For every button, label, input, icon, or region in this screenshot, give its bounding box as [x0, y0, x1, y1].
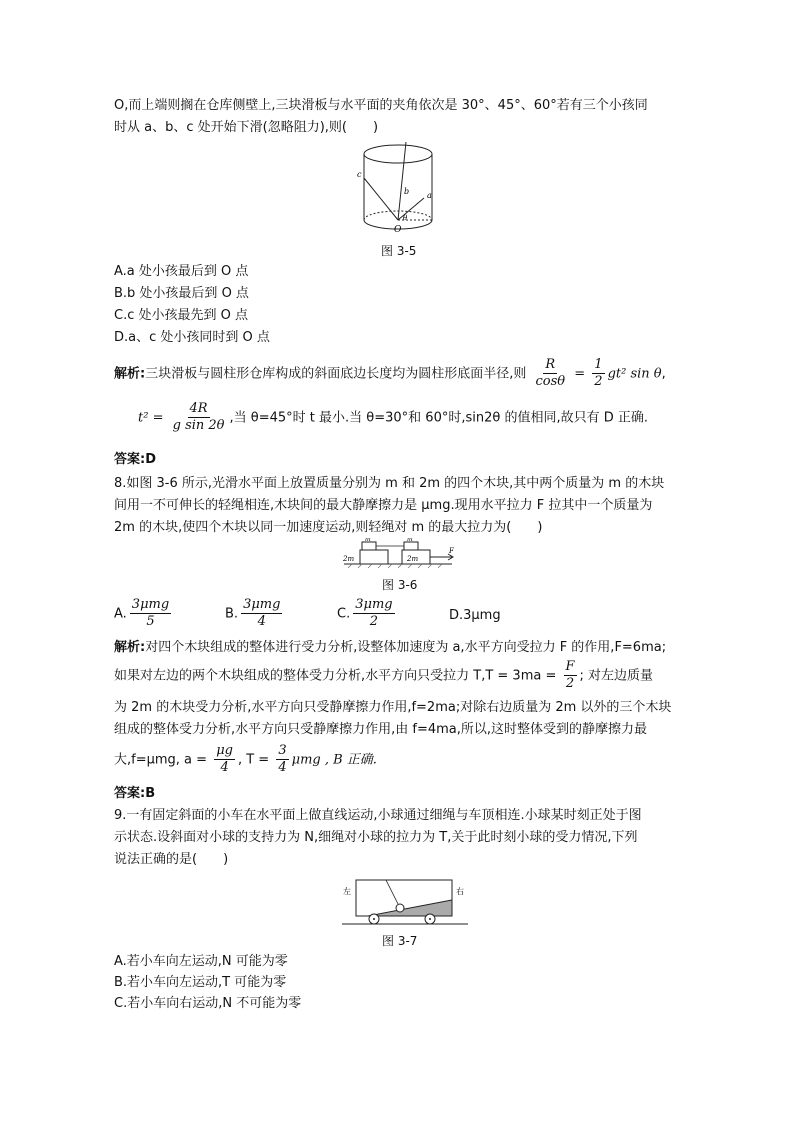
q9-option-a: A.若小车向左运动,N 可能为零 — [114, 954, 288, 969]
q7-analysis-label: 解析: — [114, 366, 146, 382]
q8-option-c: C. $\frac{\text{3μmg}}{2}$ — [337, 597, 393, 630]
q8-analysis-line5: 大,f=μmg, a = $\frac{\mu g}{4}$ , T = $\frac{3}{4}$ μmg , B 正确. — [114, 743, 377, 776]
q7-analysis-line1: 解析:三块滑板与圆柱形仓库构成的斜面底边长度均为圆柱形底面半径,则 $\frac{R}{\cos\theta}$ = $\frac{1}{2}$ gt² sin θ, — [114, 357, 666, 390]
figure-label-c: c — [357, 170, 362, 179]
q8-option-b: B. $\frac{\text{3μmg}}{4}$ — [225, 597, 281, 630]
q7-option-d: D.a、c 处小孩同时到 O 点 — [114, 330, 270, 345]
q7-option-b: B.b 处小孩最后到 O 点 — [114, 286, 249, 301]
q8-analysis-line4: 组成的整体受力分析,水平方向只受静摩擦力作用,由 f=4ma,所以,这时整体受到的静摩擦力最 — [114, 722, 648, 737]
figure-3-6-caption: 图 3-6 — [382, 578, 418, 592]
figure-label-a: a — [427, 191, 432, 200]
q8-stem-line2: 间用一不可伸长的轻绳相连,木块间的最大静摩擦力是 μmg.现用水平拉力 F 拉其中一个质量为 — [114, 498, 653, 513]
q8-analysis-line1: 解析:对四个木块组成的整体进行受力分析,设整体加速度为 a,水平方向受拉力 F 的作用,F=6ma; — [114, 640, 667, 655]
figure-label-o: O — [394, 225, 402, 235]
figure-3-5-caption: 图 3-5 — [381, 244, 417, 258]
q7-answer: 答案:D — [114, 452, 156, 467]
q7-stem-line2: 时从 a、b、c 处开始下滑(忽略阻力),则( ) — [114, 120, 379, 135]
q7-option-a: A.a 处小孩最后到 O 点 — [114, 264, 249, 279]
q9-stem-line2: 示状态.设斜面对小球的支持力为 N,细绳对小球的拉力为 T,关于此时刻小球的受力情况,下列 — [114, 830, 638, 845]
figure-3-7-caption: 图 3-7 — [382, 934, 418, 948]
svg-text:右: 右 — [456, 887, 464, 896]
svg-text:2m: 2m — [343, 555, 355, 563]
q8-analysis-line2: 如果对左边的两个木块组成的整体受力分析,水平方向只受拉力 T,T = 3ma = $\frac{F}{2}$ ; 对左边质量 — [114, 659, 654, 692]
svg-text:F: F — [449, 547, 454, 555]
q7-eq2-fraction: $\frac{4R}{\text{g sin 2θ}}$ — [172, 401, 225, 434]
svg-text:m: m — [407, 538, 413, 543]
svg-text:m: m — [365, 538, 371, 543]
q9-stem-line1: 9.一有固定斜面的小车在水平面上做直线运动,小球通过细绳与车顶相连.小球某时刻正处于图 — [114, 808, 642, 823]
svg-text:左: 左 — [343, 887, 351, 896]
q8-stem-line3: 2m 的木块,使四个木块以同一加速度运动,则轻绳对 m 的最大拉力为( ) — [114, 520, 543, 535]
q7-eq1-lhs-fraction: $\frac{R}{\cos\theta}$ — [535, 357, 566, 390]
q9-stem-line3: 说法正确的是( ) — [114, 852, 229, 867]
figure-label-b: b — [404, 187, 410, 196]
q8-answer: 答案:B — [114, 786, 156, 801]
q7-analysis-line2: t² = $\frac{4R}{\text{g sin 2θ}}$ ,当 θ=45°时 t 最小.当 θ=30°和 60°时,sin2θ 的值相同,故只有 D 正确. — [138, 401, 648, 434]
q8-stem-line1: 8.如图 3-6 所示,光滑水平面上放置质量分别为 m 和 2m 的四个木块,其中两个质量为 m 的木块 — [114, 476, 665, 491]
q7-option-c: C.c 处小孩最先到 O 点 — [114, 308, 248, 323]
q7-stem-line1: O,而上端则搁在仓库侧壁上,三块滑板与水平面的夹角依次是 30°、45°、60°若有三个小孩同 — [114, 98, 648, 113]
q9-option-c: C.若小车向右运动,N 不可能为零 — [114, 996, 302, 1011]
q7-eq1-half-fraction: $\frac{1}{2}$ — [594, 357, 603, 390]
figure-3-6-blocks — [340, 538, 458, 570]
figure-3-7-cart — [340, 872, 470, 926]
figure-3-5-cylinder — [356, 140, 440, 236]
q8-option-d: D.3μmg — [449, 608, 501, 623]
svg-text:2m: 2m — [407, 555, 419, 563]
q8-analysis-line3: 为 2m 的木块受力分析,水平方向只受静摩擦力作用,f=2ma;对除右边质量为 2m 以外的三个木块 — [114, 700, 672, 715]
q9-option-b: B.若小车向左运动,T 可能为零 — [114, 975, 287, 990]
figure-label-theta: θ — [403, 214, 408, 222]
q8-option-a: A. $\frac{\text{3μmg}}{5}$ — [114, 597, 170, 630]
